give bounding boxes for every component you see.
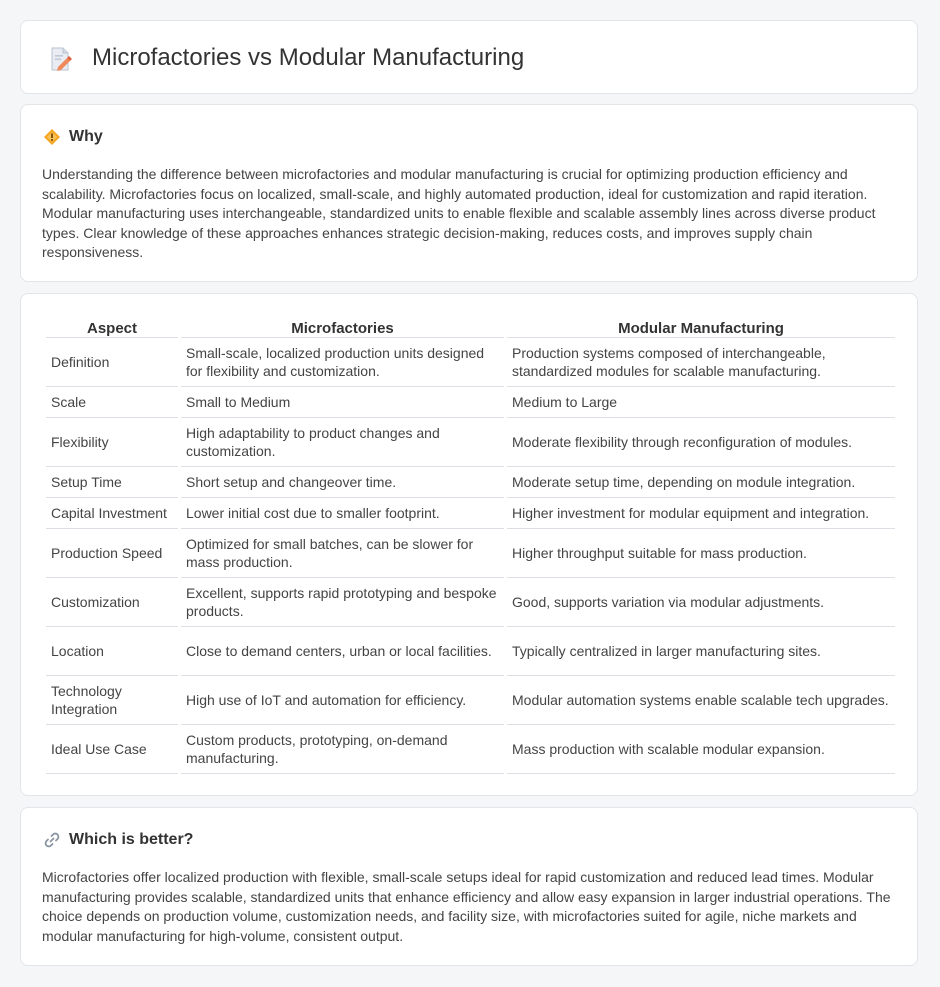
page-title: Microfactories vs Modular Manufacturing — [92, 44, 525, 71]
cell-modular: Moderate flexibility through reconfiguration of modules. — [507, 418, 895, 467]
header-aspect: Aspect — [46, 316, 178, 338]
comparison-table — [43, 316, 898, 774]
better-heading-label: Which is better? — [69, 831, 194, 848]
header-modular: Modular Manufacturing — [507, 316, 895, 338]
table-header-row — [46, 316, 895, 338]
cell-micro: Small to Medium — [181, 387, 504, 418]
cell-modular: Higher investment for modular equipment and integration. — [507, 498, 895, 529]
diamond-warning-icon — [43, 128, 61, 146]
document-edit-icon — [47, 46, 73, 72]
better-heading — [43, 829, 193, 851]
better-card — [20, 807, 918, 966]
better-text: Microfactories offer localized production with flexible, small-scale setups ideal for rapid customization and reduced lead times. Modular manufacturing provides scalable, standardized units that enhance efficiency and allow easy expansion in larger industrial operations. The choice depends on production volume, customization needs, and facility size, with microfactories suited for agile, niche markets and modular manufacturing for high-volume, consistent output. — [42, 869, 891, 944]
cell-aspect: Flexibility — [46, 418, 178, 467]
cell-modular: Production systems composed of interchangeable, standardized modules for scalable manufacturing. — [507, 338, 895, 387]
cell-aspect: Location — [46, 627, 178, 676]
cell-aspect: Scale — [46, 387, 178, 418]
table-row — [46, 529, 895, 578]
cell-micro: Optimized for small batches, can be slower for mass production. — [181, 529, 504, 578]
why-heading-label: Why — [69, 128, 103, 145]
cell-aspect: Technology Integration — [46, 676, 178, 725]
cell-micro: Short setup and changeover time. — [181, 467, 504, 498]
cell-micro: Custom products, prototyping, on-demand manufacturing. — [181, 725, 504, 774]
cell-micro: Excellent, supports rapid prototyping and bespoke products. — [181, 578, 504, 627]
cell-modular: Good, supports variation via modular adjustments. — [507, 578, 895, 627]
cell-aspect: Production Speed — [46, 529, 178, 578]
cell-aspect: Setup Time — [46, 467, 178, 498]
why-heading — [43, 126, 103, 148]
header-card — [20, 20, 918, 94]
why-card — [20, 104, 918, 282]
cell-modular: Typically centralized in larger manufacturing sites. — [507, 627, 895, 676]
table-row — [46, 418, 895, 467]
table-row — [46, 676, 895, 725]
table-row — [46, 578, 895, 627]
cell-micro: High adaptability to product changes and customization. — [181, 418, 504, 467]
cell-modular: Moderate setup time, depending on module integration. — [507, 467, 895, 498]
cell-modular: Mass production with scalable modular expansion. — [507, 725, 895, 774]
cell-aspect: Ideal Use Case — [46, 725, 178, 774]
cell-modular: Medium to Large — [507, 387, 895, 418]
comparison-card — [20, 293, 918, 796]
table-row — [46, 387, 895, 418]
cell-aspect: Definition — [46, 338, 178, 387]
cell-aspect: Capital Investment — [46, 498, 178, 529]
cell-micro: Lower initial cost due to smaller footprint. — [181, 498, 504, 529]
cell-aspect: Customization — [46, 578, 178, 627]
cell-micro: High use of IoT and automation for efficiency. — [181, 676, 504, 725]
header-microfactories: Microfactories — [181, 316, 504, 338]
table-row — [46, 627, 895, 676]
cell-micro: Close to demand centers, urban or local facilities. — [181, 627, 504, 676]
table-row — [46, 467, 895, 498]
why-text: Understanding the difference between microfactories and modular manufacturing is crucial for optimizing production efficiency and scalability. Microfactories focus on localized, small-scale, and highly automated production, ideal for customization and rapid iteration. Modular manufacturing uses interchangeable, standardized units to enable flexible and scalable assembly lines across diverse product types. Clear knowledge of these approaches enhances strategic decision-making, reduces costs, and improves supply chain responsiveness. — [42, 166, 876, 260]
table-row — [46, 338, 895, 387]
cell-modular: Modular automation systems enable scalable tech upgrades. — [507, 676, 895, 725]
table-row — [46, 725, 895, 774]
cell-micro: Small-scale, localized production units designed for flexibility and customization. — [181, 338, 504, 387]
table-row — [46, 498, 895, 529]
link-icon — [43, 831, 61, 849]
cell-modular: Higher throughput suitable for mass production. — [507, 529, 895, 578]
